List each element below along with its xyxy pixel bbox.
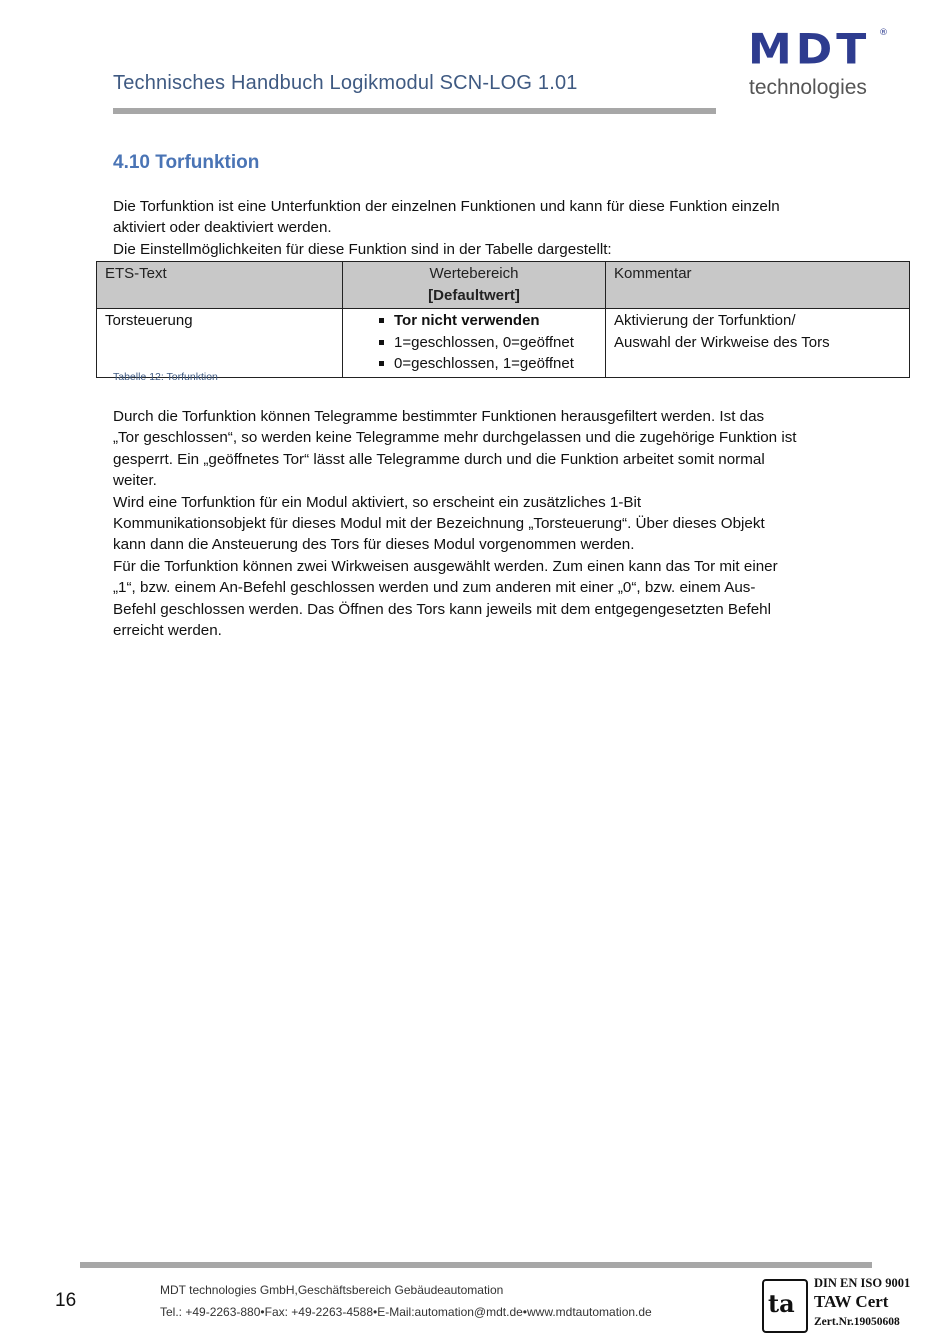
body-line: kann dann die Ansteuerung des Tors für dieses Modul vorgenommen werden. <box>113 536 635 554</box>
body-line: gesperrt. Ein „geöffnetes Tor“ lässt alle Telegramme durch und die Funktion arbeitet somit normal <box>113 450 765 468</box>
body-line: erreicht werden. <box>113 622 222 640</box>
body-line: Durch die Torfunktion können Telegramme bestimmter Funktionen herausgefiltert werden. Ist das <box>113 408 765 425</box>
certification-badge <box>762 1276 922 1334</box>
taw-cert-logo-icon <box>762 1279 808 1333</box>
mdt-logo <box>748 25 888 100</box>
body-line: Für die Torfunktion können zwei Wirkweisen ausgewählt werden. Zum einen kann das Tor mit einer <box>113 557 778 575</box>
cert-issuer: TAW Cert <box>814 1292 889 1311</box>
logo-mdt-text: MDT <box>748 25 871 74</box>
range-option: 0=geschlossen, 1=geöffnet <box>379 353 597 375</box>
column-header-ets-text: ETS-Text <box>97 262 343 309</box>
body-line: Wird eine Torfunktion für ein Modul aktiviert, so erscheint ein zusätzliches 1-Bit <box>113 493 642 511</box>
column-header-range <box>343 262 606 309</box>
body-line: weiter. <box>113 472 157 490</box>
range-option: 1=geschlossen, 0=geöffnet <box>379 332 597 354</box>
range-option-default: Tor nicht verwenden <box>379 310 597 332</box>
comment-line: Auswahl der Wirkweise des Tors <box>614 333 830 351</box>
cert-logo-letters: ta <box>768 1289 795 1318</box>
range-header-label: Wertebereich <box>429 265 519 282</box>
logo-subtitle: technologies <box>749 76 867 99</box>
intro-line: Die Torfunktion ist eine Unterfunktion der einzelnen Funktionen und kann für diese Funktion einzeln <box>113 198 780 215</box>
body-line: „Tor geschlossen“, so werden keine Telegramme mehr durchgelassen und die zugehörige Funktion ist <box>113 429 797 447</box>
cell-comment <box>606 309 910 378</box>
column-header-comment: Kommentar <box>606 262 910 309</box>
intro-line: Die Einstellmöglichkeiten für diese Funktion sind in der Tabelle dargestellt: <box>113 240 612 258</box>
cell-ets-text: Torsteuerung <box>97 309 343 378</box>
range-option-list <box>351 310 597 375</box>
body-line: Kommunikationsobjekt für dieses Modul mit der Bezeichnung „Torsteuerung“. Über dieses Objekt <box>113 515 765 533</box>
table-row <box>97 309 910 378</box>
intro-line: aktiviert oder deaktiviert werden. <box>113 219 332 237</box>
body-paragraph <box>113 406 853 641</box>
body-line: Befehl geschlossen werden. Das Öffnen des Tors kann jeweils mit dem entgegengesetzten Befehl <box>113 600 771 618</box>
logo-registered-mark: ® <box>879 28 888 38</box>
table-caption: Tabelle 12: Torfunktion <box>113 371 218 383</box>
cert-number: Zert.Nr.19050608 <box>814 1316 900 1328</box>
comment-line: Aktivierung der Torfunktion/ <box>614 312 796 329</box>
document-header-title: Technisches Handbuch Logikmodul SCN-LOG 1.01 <box>113 72 578 94</box>
range-header-default: [Defaultwert] <box>428 286 520 304</box>
settings-table <box>96 261 910 378</box>
cell-range <box>343 309 606 378</box>
cert-standard: DIN EN ISO 9001 <box>814 1276 911 1290</box>
body-line: „1“, bzw. einem An-Befehl geschlossen werden und zum anderen mit einer „0“, bzw. einem Aus- <box>113 579 756 597</box>
footer-contact: Tel.: +49-2263-880•Fax: +49-2263-4588•E-Mail:automation@mdt.de•www.mdtautomation.de <box>160 1305 652 1319</box>
footer-company: MDT technologies GmbH,Geschäftsbereich Gebäudeautomation <box>160 1283 504 1297</box>
section-heading: 4.10 Torfunktion <box>113 152 260 173</box>
page-number: 16 <box>55 1290 77 1311</box>
header-divider <box>113 108 716 114</box>
intro-paragraph <box>113 196 853 260</box>
table-header-row <box>97 262 910 309</box>
footer-divider <box>80 1262 872 1268</box>
